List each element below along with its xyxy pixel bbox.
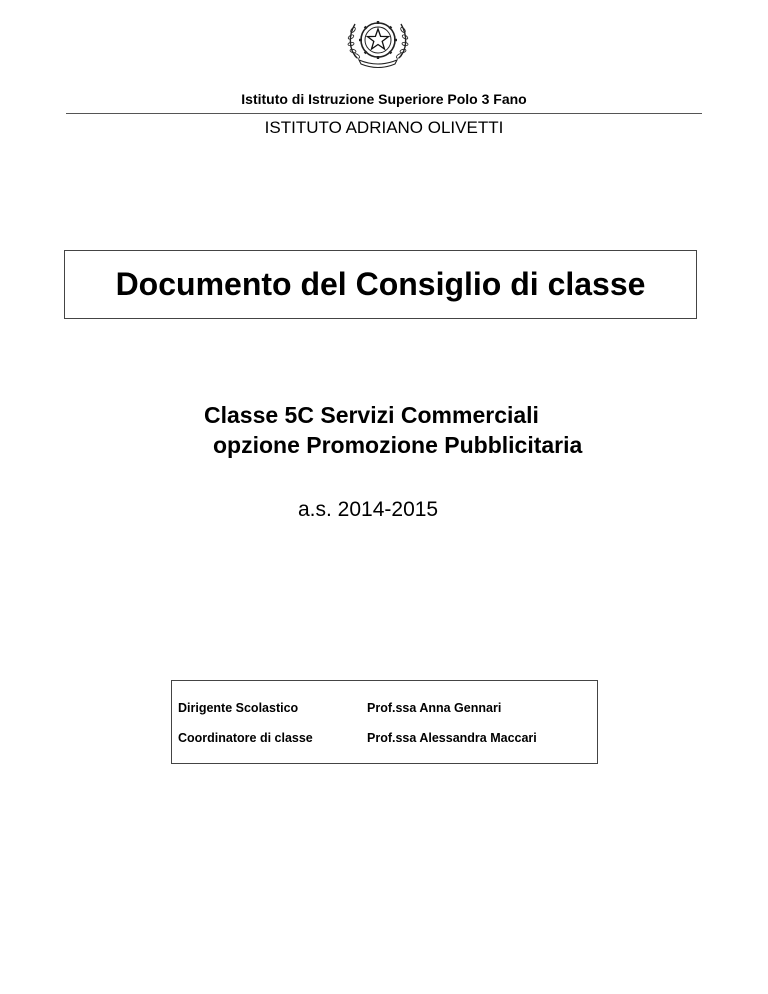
italian-republic-emblem-icon — [345, 14, 411, 70]
school-name: ISTITUTO ADRIANO OLIVETTI — [264, 118, 504, 137]
title-box — [64, 250, 697, 319]
class-name: Classe 5C Servizi Commerciali — [204, 402, 539, 428]
staff-role: Coordinatore di classe — [178, 731, 313, 745]
header-divider — [66, 113, 702, 114]
class-option: opzione Promozione Pubblicitaria — [213, 432, 583, 458]
document-title: Documento del Consiglio di classe — [115, 266, 646, 302]
institute-line: Istituto di Istruzione Superiore Polo 3 Fano — [241, 91, 527, 107]
staff-name: Prof.ssa Alessandra Maccari — [367, 731, 537, 745]
staff-box — [171, 680, 598, 764]
staff-role: Dirigente Scolastico — [178, 701, 299, 715]
school-year: a.s. 2014-2015 — [298, 498, 439, 521]
staff-name: Prof.ssa Anna Gennari — [367, 701, 502, 715]
